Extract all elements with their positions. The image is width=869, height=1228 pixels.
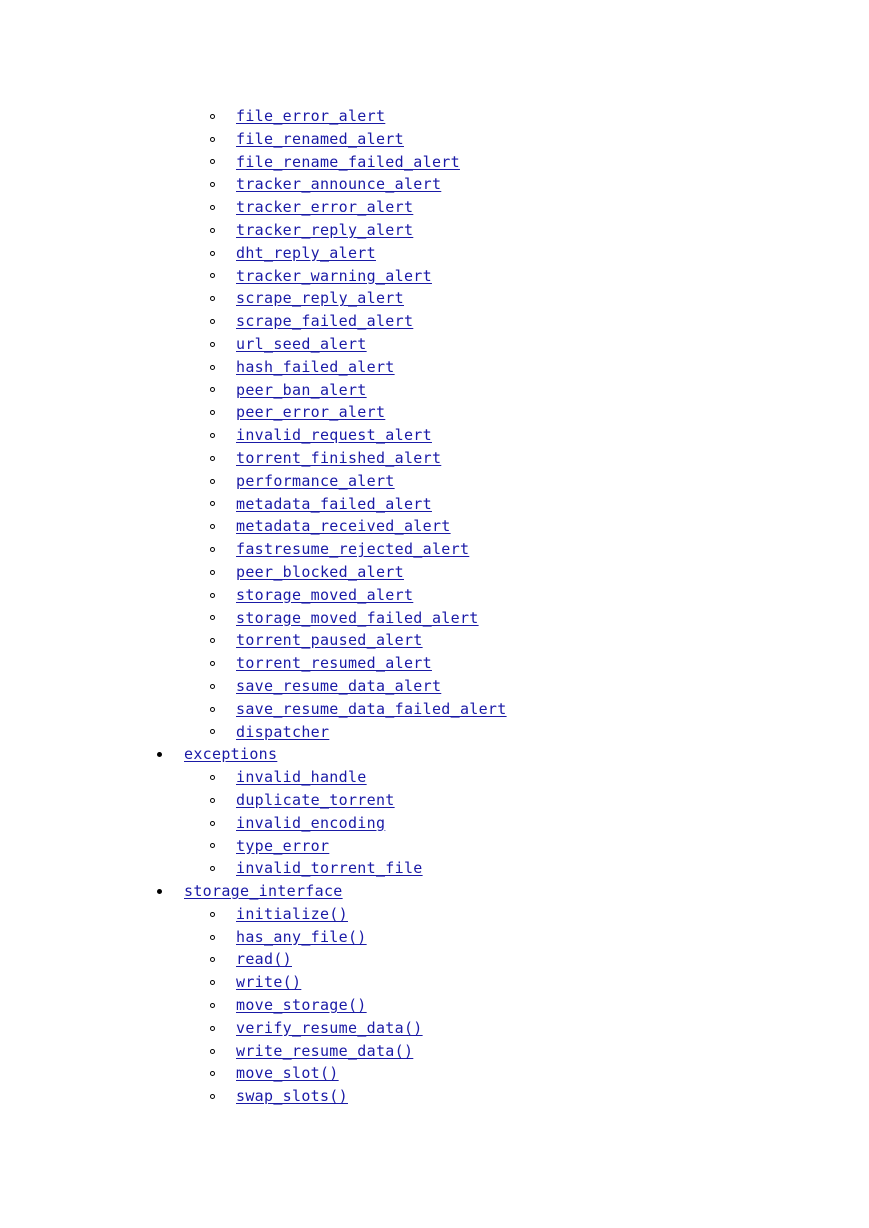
toc-item — [0, 333, 869, 356]
toc-link-move-slot[interactable]: move_slot() — [236, 1064, 339, 1083]
toc-item — [0, 105, 869, 128]
toc-item — [0, 857, 869, 880]
toc-item — [0, 424, 869, 447]
toc-link-scrape-reply-alert[interactable]: scrape_reply_alert — [236, 289, 404, 308]
toc-link-metadata-failed-alert[interactable]: metadata_failed_alert — [236, 494, 432, 513]
toc-item — [0, 789, 869, 812]
toc-item — [0, 971, 869, 994]
bullet-circle-icon — [210, 219, 215, 242]
toc-item — [0, 515, 869, 538]
bullet-circle-icon — [210, 857, 215, 880]
bullet-circle-icon — [210, 379, 215, 402]
toc-link-write-resume-data[interactable]: write_resume_data() — [236, 1041, 414, 1060]
bullet-circle-icon — [210, 721, 215, 744]
bullet-circle-icon — [210, 607, 215, 630]
toc-item — [0, 1040, 869, 1063]
bullet-circle-icon — [210, 994, 215, 1017]
toc-link-peer-blocked-alert[interactable]: peer_blocked_alert — [236, 562, 404, 581]
toc-link-storage-interface[interactable]: storage_interface — [184, 882, 343, 901]
table-of-contents — [0, 105, 869, 1108]
toc-link-torrent-finished-alert[interactable]: torrent_finished_alert — [236, 448, 442, 467]
toc-link-peer-ban-alert[interactable]: peer_ban_alert — [236, 380, 367, 399]
bullet-circle-icon — [210, 265, 215, 288]
toc-item — [0, 652, 869, 675]
toc-link-save-resume-data-failed-alert[interactable]: save_resume_data_failed_alert — [236, 699, 507, 718]
toc-link-metadata-received-alert[interactable]: metadata_received_alert — [236, 517, 451, 536]
toc-link-invalid-handle[interactable]: invalid_handle — [236, 768, 367, 787]
toc-link-invalid-request-alert[interactable]: invalid_request_alert — [236, 426, 432, 445]
bullet-circle-icon — [210, 812, 215, 835]
toc-link-scrape-failed-alert[interactable]: scrape_failed_alert — [236, 312, 414, 331]
bullet-disc-icon — [157, 880, 162, 903]
bullet-circle-icon — [210, 675, 215, 698]
toc-item — [0, 812, 869, 835]
bullet-circle-icon — [210, 652, 215, 675]
toc-item — [0, 287, 869, 310]
bullet-circle-icon — [210, 310, 215, 333]
bullet-circle-icon — [210, 333, 215, 356]
bullet-circle-icon — [210, 538, 215, 561]
bullet-circle-icon — [210, 401, 215, 424]
toc-item — [0, 835, 869, 858]
toc-item — [0, 401, 869, 424]
bullet-circle-icon — [210, 584, 215, 607]
toc-item — [0, 356, 869, 379]
bullet-circle-icon — [210, 629, 215, 652]
bullet-circle-icon — [210, 447, 215, 470]
toc-item — [0, 470, 869, 493]
toc-link-invalid-encoding[interactable]: invalid_encoding — [236, 813, 386, 832]
toc-item — [0, 926, 869, 949]
toc-item — [0, 447, 869, 470]
toc-item — [0, 903, 869, 926]
toc-link-performance-alert[interactable]: performance_alert — [236, 471, 395, 490]
toc-item — [0, 128, 869, 151]
toc-link-dispatcher[interactable]: dispatcher — [236, 722, 330, 741]
bullet-circle-icon — [210, 242, 215, 265]
bullet-circle-icon — [210, 561, 215, 584]
bullet-circle-icon — [210, 196, 215, 219]
toc-link-read[interactable]: read() — [236, 950, 292, 969]
bullet-circle-icon — [210, 971, 215, 994]
toc-item — [0, 219, 869, 242]
toc-link-verify-resume-data[interactable]: verify_resume_data() — [236, 1018, 423, 1037]
toc-item — [0, 561, 869, 584]
toc-item — [0, 948, 869, 971]
toc-item — [0, 584, 869, 607]
toc-link-url-seed-alert[interactable]: url_seed_alert — [236, 334, 367, 353]
toc-section-storage-interface — [0, 880, 869, 903]
toc-item — [0, 698, 869, 721]
toc-link-write[interactable]: write() — [236, 973, 302, 992]
toc-item — [0, 607, 869, 630]
toc-link-tracker-reply-alert[interactable]: tracker_reply_alert — [236, 220, 414, 239]
bullet-disc-icon — [157, 743, 162, 766]
bullet-circle-icon — [210, 1085, 215, 1108]
toc-item — [0, 1017, 869, 1040]
bullet-circle-icon — [210, 903, 215, 926]
toc-link-has-any-file[interactable]: has_any_file() — [236, 927, 367, 946]
toc-item — [0, 151, 869, 174]
bullet-circle-icon — [210, 515, 215, 538]
bullet-circle-icon — [210, 105, 215, 128]
bullet-circle-icon — [210, 493, 215, 516]
toc-item — [0, 721, 869, 744]
bullet-circle-icon — [210, 835, 215, 858]
toc-link-tracker-error-alert[interactable]: tracker_error_alert — [236, 198, 414, 217]
toc-section-exceptions — [0, 743, 869, 766]
toc-link-file-rename-failed-alert[interactable]: file_rename_failed_alert — [236, 152, 460, 171]
bullet-circle-icon — [210, 287, 215, 310]
toc-item — [0, 675, 869, 698]
bullet-circle-icon — [210, 128, 215, 151]
toc-link-tracker-warning-alert[interactable]: tracker_warning_alert — [236, 266, 432, 285]
toc-link-fastresume-rejected-alert[interactable]: fastresume_rejected_alert — [236, 540, 470, 559]
toc-link-storage-moved-alert[interactable]: storage_moved_alert — [236, 585, 414, 604]
toc-item — [0, 994, 869, 1017]
toc-link-torrent-resumed-alert[interactable]: torrent_resumed_alert — [236, 654, 432, 673]
toc-item — [0, 766, 869, 789]
toc-item — [0, 379, 869, 402]
toc-link-hash-failed-alert[interactable]: hash_failed_alert — [236, 357, 395, 376]
toc-link-peer-error-alert[interactable]: peer_error_alert — [236, 403, 386, 422]
bullet-circle-icon — [210, 1062, 215, 1085]
toc-link-move-storage[interactable]: move_storage() — [236, 996, 367, 1015]
bullet-circle-icon — [210, 1040, 215, 1063]
toc-link-tracker-announce-alert[interactable]: tracker_announce_alert — [236, 175, 442, 194]
toc-link-type-error[interactable]: type_error — [236, 836, 330, 855]
toc-item — [0, 265, 869, 288]
toc-item — [0, 493, 869, 516]
toc-link-storage-moved-failed-alert[interactable]: storage_moved_failed_alert — [236, 608, 479, 627]
bullet-circle-icon — [210, 1017, 215, 1040]
bullet-circle-icon — [210, 356, 215, 379]
toc-item — [0, 242, 869, 265]
bullet-circle-icon — [210, 926, 215, 949]
toc-item — [0, 1062, 869, 1085]
toc-link-exceptions[interactable]: exceptions — [184, 745, 278, 764]
bullet-circle-icon — [210, 470, 215, 493]
toc-link-file-error-alert[interactable]: file_error_alert — [236, 107, 386, 125]
toc-link-swap-slots[interactable]: swap_slots() — [236, 1087, 348, 1106]
toc-link-file-renamed-alert[interactable]: file_renamed_alert — [236, 129, 404, 148]
bullet-circle-icon — [210, 766, 215, 789]
bullet-circle-icon — [210, 789, 215, 812]
toc-item — [0, 1085, 869, 1108]
bullet-circle-icon — [210, 173, 215, 196]
bullet-circle-icon — [210, 948, 215, 971]
toc-item — [0, 629, 869, 652]
toc-link-dht-reply-alert[interactable]: dht_reply_alert — [236, 243, 376, 262]
bullet-circle-icon — [210, 424, 215, 447]
toc-item — [0, 173, 869, 196]
bullet-circle-icon — [210, 151, 215, 174]
toc-link-invalid-torrent-file[interactable]: invalid_torrent_file — [236, 859, 423, 878]
toc-link-torrent-paused-alert[interactable]: torrent_paused_alert — [236, 631, 423, 650]
toc-link-initialize[interactable]: initialize() — [236, 904, 348, 923]
toc-link-save-resume-data-alert[interactable]: save_resume_data_alert — [236, 676, 442, 695]
toc-item — [0, 310, 869, 333]
toc-item — [0, 538, 869, 561]
bullet-circle-icon — [210, 698, 215, 721]
toc-item — [0, 196, 869, 219]
toc-link-duplicate-torrent[interactable]: duplicate_torrent — [236, 790, 395, 809]
